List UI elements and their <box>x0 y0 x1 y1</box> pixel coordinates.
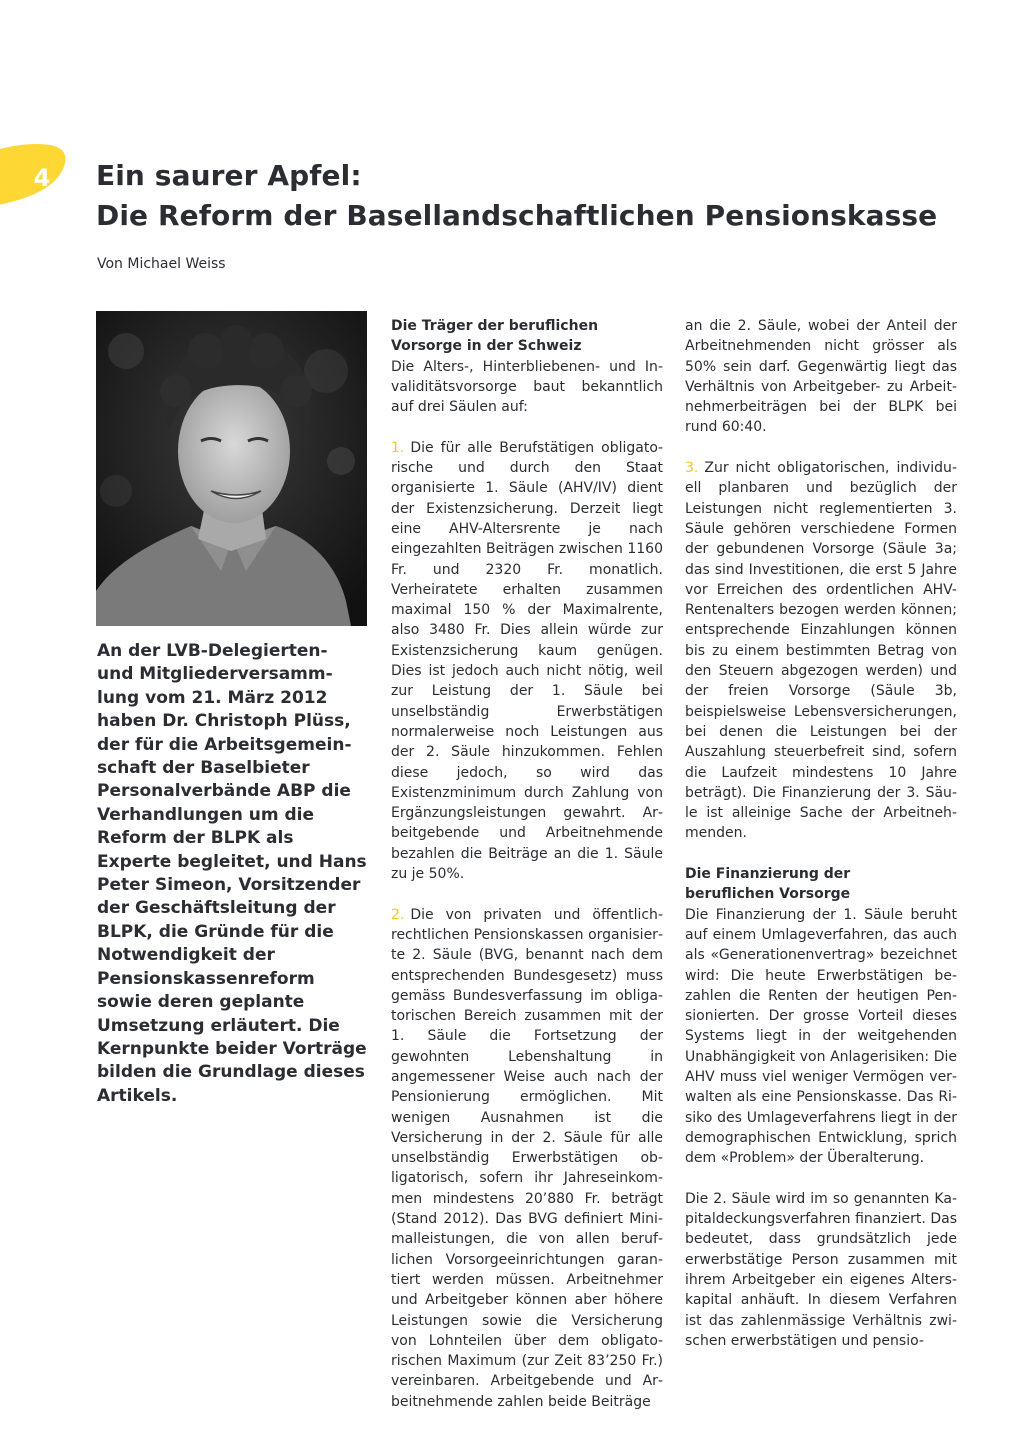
financing-paragraph-1: Die Finanzierung der 1. Säule beruht auf einem Umlageverfahren, das auch als «Generationenvertrag» bezeichnet wird: Die heute Erwerbstätigen bezahlen die Renten der heutigen Pensionierten. Der grosse Vorteil dieses Systems liegt in der weitgehenden Unabhängigkeit von Anlagerisiken: Die AHV muss viel weniger Vermögen verwalten als eine Pensionskasse. Das Risiko des Umlageverfahrens liegt in der demographischen Entwicklung, sprich dem «Problem» der Überalterung. <box>685 906 957 1167</box>
section-heading-finanzierung <box>685 864 957 905</box>
pillar-1-text: Die für alle Berufstätigen obligatorische und durch den Staat organisierte 1. Säule (AHV/IV) dient der Existenzsicherung. Derzeit liegt eine AHV-Altersrente je nach eingezahlten Beiträgen zwischen 1160 Fr. und 2320 Fr. monatlich. Verheiratete erhalten zusammen maximal 150 % der Maximalrente, also 3480 Fr. Dies allein würde zur Existenzsicherung kaum genügen. Dies ist jedoch auch nicht nötig, weil zur Leistung der 1. Säule bei unselbständig Erwerbstätigen normalerweise noch Leistungen aus der 2. Säule hinzukommen. Fehlen diese jedoch, so wird das Existenzminimum durch Zahlung von Ergänzungsleistungen gewahrt. Arbeitgebende und Arbeitnehmende bezahlen die Beiträge an die 1. Säule zu je 50%. <box>391 439 663 883</box>
pillar-2-number: 2. <box>391 906 405 923</box>
page-number: 4 <box>33 164 51 192</box>
section-heading-line-1: Die Träger der beruflichen <box>391 318 599 334</box>
title-line-1: Ein saurer Apfel: <box>96 159 362 192</box>
title-line-2: Die Reform der Basellandschaftlichen Pensionskasse <box>96 199 938 232</box>
pillar-2-text: Die von privaten und öffentlichrechtlichen Pensionskassen organisierte 2. Säule (BVG, benannt nach dem entsprechenden Bundesgesetz) muss gemäss Bundesverfassung im obligatorischen Bereich zusammen mit der 1. Säule die Fortsetzung der gewohnten Lebenshaltung in angemessener Weise auch nach der Pensionierung ermöglichen. Mit wenigen Ausnahmen ist die Versicherung in der 2. Säule für alle unselbständig Erwerbstätigen obligatorisch, sofern ihr Jahreseinkommen mindestens 20’880 Fr. beträgt (Stand 2012). Das BVG definiert Minimalleistungen, die von allen beruflichen Vorsorgeeinrichtungen garantiert werden müssen. Arbeitnehmer und Arbeitgeber können aber höhere Leistungen sowie die Versicherung von Lohnteilen über dem obligatorischen Maximum (zur Zeit 83’250 Fr.) vereinbaren. Arbeitgebende und Arbeitnehmende zahlen beide Beiträge <box>391 906 663 1410</box>
pillar-1-number: 1. <box>391 439 405 456</box>
portrait-illustration <box>96 311 367 626</box>
intro-paragraph: Die Alters-, Hinterbliebenen- und Invaliditätsvorsorge baut bekanntlich auf drei Säulen auf: <box>391 358 663 416</box>
financing-paragraph-2: Die 2. Säule wird im so genannten Kapitaldeckungsverfahren finanziert. Das bedeutet, dass grundsätzlich jede erwerbstätige Person zusammen mit ihrem Arbeitgeber ein eigenes Alterskapital anhäuft. In diesem Verfahren ist das zahlenmässige Verhältnis zwischen erwerbstätigen und pensio- <box>685 1190 957 1349</box>
author-byline: Von Michael Weiss <box>97 256 226 272</box>
pillar-3-text: Zur nicht obligatorischen, individuell planbaren und bezüglich der Leistungen nicht reglementierten 3. Säule gehören verschiedene Formen der gebundenen Vorsorge (Säule 3a; das sind Investitionen, die erst 5 Jahre vor Erreichen des ordentlichen AHV-Rentenalters bezogen werden können; entsprechende Einzahlungen können bis zu einem bestimmten Betrag von den Steuern abgezogen werden) und der freien Vorsorge (Säule 3b, beispielsweise Lebensversicherungen, bei denen die Leistungen bei der Auszahlung steuerbefreit sind, sofern die Laufzeit mindestens 10 Jahre beträgt). Die Finanzierung der 3. Säule ist alleinige Sache der Arbeitnehmenden. <box>685 460 957 842</box>
pillar-2-continuation: an die 2. Säule, wobei der Anteil der Arbeitnehmenden nicht grösser als 50% sein darf. Gegenwärtig liegt das Verhältnis von Arbeitgeber- zu Arbeitnehmerbeiträgen bei der BLPK bei rund 60:40. <box>685 318 957 436</box>
lead-paragraph: An der LVB-Delegierten- und Mitgliederversammlung vom 21. März 2012 haben Dr. Christoph Plüss, der für die Arbeitsgemeinschaft der Baselbieter Personalverbände ABP die Verhandlungen um die Reform der BLPK als Experte begleitet, und Hans Peter Simeon, Vorsitzender der Geschäftsleitung der BLPK, die Gründe für die Notwendigkeit der Pensionskassenreform sowie deren geplante Umsetzung erläutert. Die Kernpunkte beider Vorträge bilden die Grundlage dieses Artikels. <box>97 641 367 1106</box>
section-heading-line-1: Die Finanzierung der <box>685 866 851 883</box>
pillar-3-number: 3. <box>685 460 699 477</box>
pillar-3-paragraph <box>685 458 957 844</box>
article-title <box>96 156 937 236</box>
author-portrait-photo <box>96 311 367 626</box>
section-heading-line-2: Vorsorge in der Schweiz <box>391 338 582 355</box>
article-column-2 <box>685 316 957 1351</box>
pillar-1-paragraph <box>391 438 663 885</box>
article-column-1 <box>391 316 663 1412</box>
pillar-2-paragraph <box>391 905 663 1412</box>
section-heading-traeger <box>391 316 663 357</box>
section-heading-line-2: beruflichen Vorsorge <box>685 886 851 903</box>
